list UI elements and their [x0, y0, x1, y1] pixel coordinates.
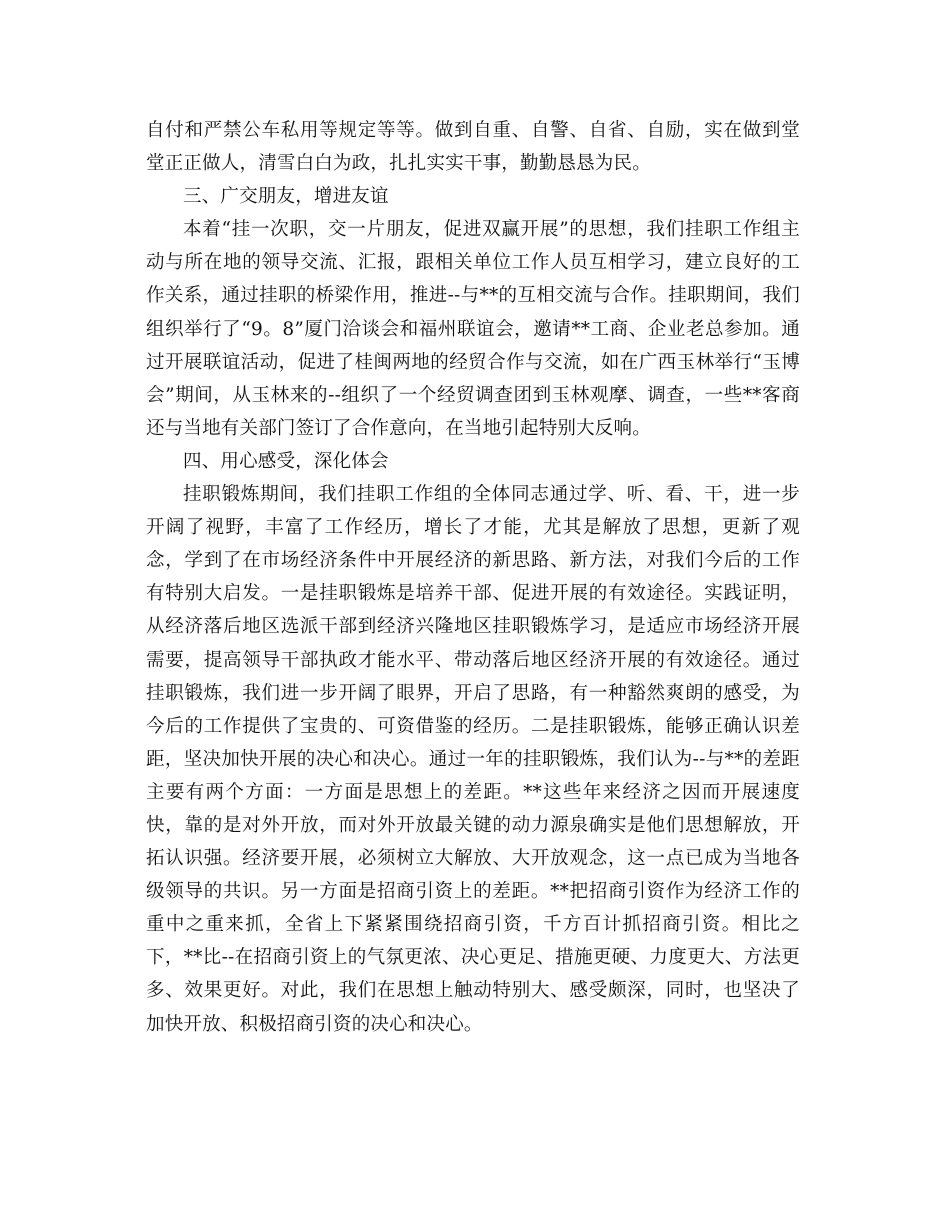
section-heading-four: 四、用心感受，深化体会 — [183, 450, 389, 472]
paragraph-experience: 挂职锻炼期间，我们挂职工作组的全体同志通过学、听、看、干，进一步开阔了视野，丰富了工作经历，增长了才能，尤其是解放了思想，更新了观念，学到了在市场经济条件中开展经济的新思路、新方法，对我们今后的工作有特别大启发。一是挂职锻炼是培养干部、促进开展的有效途径。实践证明，从经济落后地区选派干部到经济兴隆地区挂职锻炼学习，是适应市场经济开展需要，提高领导干部执政才能水平、带动落后地区经济开展的有效途径。通过挂职锻炼，我们进一步开阔了眼界，开启了思路，有一种豁然爽朗的感受，为今后的工作提供了宝贵的、可资借鉴的经历。二是挂职锻炼，能够正确认识差距，坚决加快开展的决心和决心。通过一年的挂职锻炼，我们认为--与**的差距主要有两个方面：一方面是思想上的差距。**这些年来经济之因而开展速度快，靠的是对外开放，而对外开放最关键的动力源泉确实是他们思想解放，开拓认识强。经济要开展，必须树立大解放、大开放观念，这一点已成为当地各级领导的共识。另一方面是招商引资上的差距。**把招商引资作为经济工作的重中之重来抓，全省上下紧紧围绕招商引资，千方百计抓招商引资。相比之下，**比--在招商引资上的气氛更浓、决心更足、措施更硬、力度更大、方法更多、效果更好。对此，我们在思想上触动特别大、感受颇深，同时，也坚决了加快开放、积极招商引资的决心和决心。 — [146, 484, 800, 1035]
section-heading-three: 三、广交朋友，增进友谊 — [183, 186, 389, 208]
paragraph-make-friends: 本着“挂一次职，交一片朋友，促进双赢开展”的思想，我们挂职工作组主动与所在地的领导交流、汇报，跟相关单位工作人员互相学习，建立良好的工作关系，通过挂职的桥梁作用，推进--与**的互相交流与合作。挂职期间，我们组织举行了“9。8”厦门洽谈会和福州联谊会，邀请**工商、企业老总参加。通过开展联谊活动，促进了桂闽两地的经贸合作与交流，如在广西玉林举行“玉博会”期间，从玉林来的--组织了一个经贸调查团到玉林观摩、调查，一些**客商还与当地有关部门签订了合作意向，在当地引起特别大反响。 — [146, 219, 800, 439]
paragraph-continuation: 自付和严禁公车私用等规定等等。做到自重、自警、自省、自励，实在做到堂堂正正做人，清雪白白为政，扎扎实实干事，勤勤恳恳为民。 — [146, 120, 800, 175]
